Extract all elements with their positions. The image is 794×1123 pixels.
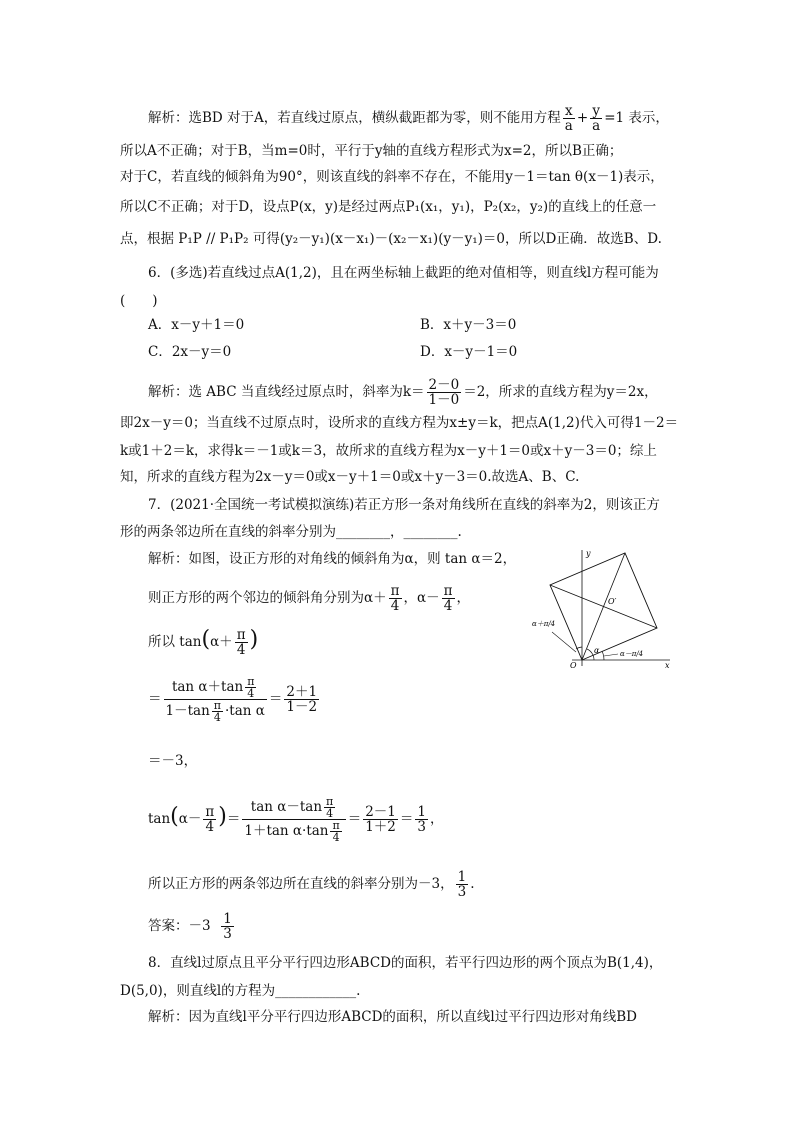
q7-answer: 答案：－3 $\frac{1}{3}$ [148,911,232,942]
pointer-line [552,632,576,652]
q7-sol-line1: 解析：如图，设正方形的对角线的倾斜角为α，则 tan α＝2， [148,551,517,567]
q6-paren: ( ) [120,293,158,309]
q8-line1: 8．直线l过原点且平分平行四边形ABCD的面积，若平行四边形的两个顶点为B(1,4)， [148,955,663,971]
q6-option-b: B．x＋y－3＝0 [420,317,517,333]
angle-arc [587,649,594,660]
origin-label: O [570,661,577,668]
q6-sol-line1: 解析：选 ABC 当直线经过原点时，斜率为k＝ $\frac{2-0}{1-0}$ ＝2，所求的直线方程为y＝2x， [148,377,658,408]
q7-result1: ＝－3， [148,753,198,769]
alpha-label: α [594,646,600,655]
q7-eq1: ＝ tan α＋tan $\frac{\pi}{4}$ 1－tan $\frac{\pi}{4}$ ·tan α ＝ $\frac{2+1}{1-2}$ [148,675,318,724]
q7-conclusion: 所以正方形的两条邻边所在直线的斜率分别为－3， $\frac{1}{3}$ . [148,869,475,900]
q8-line2: D(5,0)，则直线l的方程为____________. [120,983,361,999]
square-diagram [532,548,672,668]
fraction: $\frac{y}{a}$ [592,103,601,134]
y-axis-label: y [586,549,591,558]
q6-sol-line2: 即2x－y＝0；当直线不过原点时，设所求的直线方程为x±y＝k，把点A(1,2)代入可得1－2＝ [120,415,679,431]
q6-option-d: D．x－y－1＝0 [420,344,518,360]
alpha-minus-label: α－π/4 [620,650,644,658]
q8-sol-line: 解析：因为直线l平分平行四边形ABCD的面积，所以直线l过平行四边形对角线BD [148,1009,637,1025]
q6-sol-line4: 知，所求的直线方程为2x－y＝0或x－y＋1＝0或x＋y－3＝0.故选A、B、C. [120,469,580,485]
fraction: $\frac{2-0}{1-0}$ [428,377,460,408]
q6-option-c: C．2x－y＝0 [148,344,232,360]
q7-eq2: tan(α－ $\frac{\pi}{4}$ )＝ tan α－tan $\frac{\pi}{4}$ 1＋tan α·tan $\frac{\pi}{4}$ ＝ $\frac{2-1}{1+2}$ ＝ $\frac{1}{3}$ ， [148,795,444,844]
sol5-line4: 所以C不正确；对于D，设点P(x，y)是经过两点P₁(x₁，y₁)，P₂(x₂，y₂)的直线上的任意一 [120,199,657,215]
fraction: $\frac{x}{a}$ [564,103,573,134]
text: 解析：选BD 对于A，若直线过原点，横纵截距都为零，则不能用方程 [148,110,561,126]
q7-sol-line3: 所以 tan(α＋ $\frac{\pi}{4}$ ) [148,627,259,658]
alpha-plus-label: α＋π/4 [532,620,556,628]
center-label: O′ [608,597,617,606]
sol5-line2: 所以A不正确；对于B，当m=0时，平行于y轴的直线方程形式为x=2，所以B正确； [120,143,623,159]
sol5-line5: 点，根据 P₁P // P₁P₂ 可得(y₂－y₁)(x－x₁)－(x₂－x₁)(y－y₁)＝0，所以D正确．故选B、D. [120,231,662,247]
x-axis-label: x [665,661,670,668]
angle-arc [602,651,604,660]
q6-stem: 6．(多选)若直线过点A(1,2)，且在两坐标轴上截距的绝对值相等，则直线l方程可能为 [148,265,659,281]
sol5-line3: 对于C，若直线的倾斜角为90°，则该直线的斜率不存在，不能用y－1＝tan θ(x－1)表示， [120,169,664,185]
q6-option-a: A．x－y＋1＝0 [148,317,245,333]
q7-stem1: 7．(2021·全国统一考试模拟演练)若正方形一条对角线所在直线的斜率为2，则该正方 [148,497,660,513]
sol5-line1: 解析：选BD 对于A，若直线过原点，横纵截距都为零，则不能用方程 $\frac{x}{a}$ + $\frac{y}{a}$ =1 表示， [148,103,669,134]
q6-sol-line3: k或1＋2＝k，求得k＝－1或k＝3，故所求的直线方程为x－y＋1＝0或x＋y－3＝0；综上 [120,443,657,459]
q7-sol-line2: 则正方形的两个邻边的倾斜角分别为α＋ $\frac{\pi}{4}$ ，α－ $\frac{\pi}{4}$ ， [148,583,470,614]
q7-stem2: 形的两条邻边所在直线的斜率分别为________，________. [120,524,462,540]
pointer-line [604,654,618,656]
